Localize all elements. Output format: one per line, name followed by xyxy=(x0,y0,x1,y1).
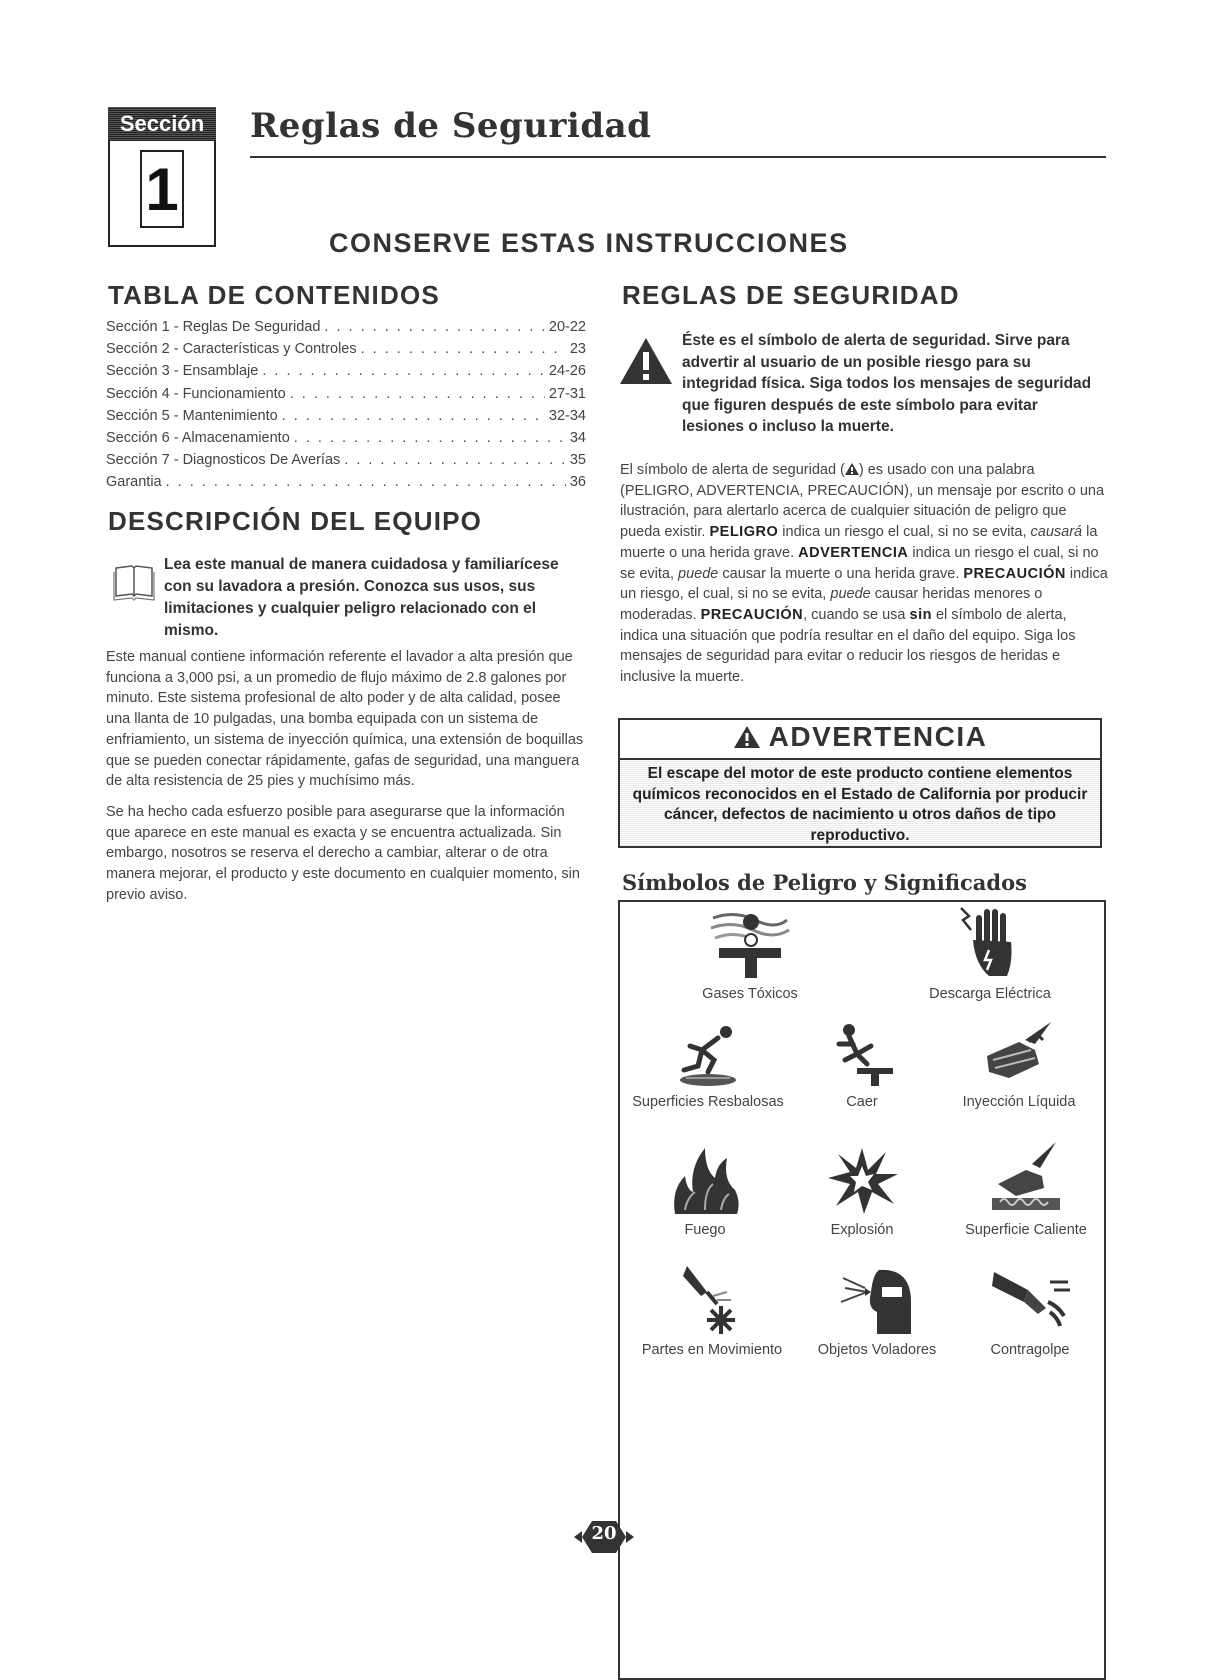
symbol-slippery-surfaces: Superficies Resbalosas xyxy=(620,1020,796,1110)
warning-box-rule xyxy=(620,758,1100,760)
equipment-paragraph-2: Se ha hecho cada esfuerzo posible para asegurarse que la información que aparece en este manual es exacta y se encuentra actualizada. Sin embargo, nosotros se reserva el derecho a cambiar, alterar o de otra manera mejorar, el producto y este documento en cualquier momento, sin previo aviso. xyxy=(106,803,580,903)
manual-book-icon xyxy=(112,562,156,602)
title-rule xyxy=(250,156,1106,158)
electric-shock-icon xyxy=(955,904,1025,980)
symbol-fire: Fuego xyxy=(640,1140,770,1238)
symbol-liquid-injection: Inyección Líquida xyxy=(934,1020,1104,1110)
toc-list xyxy=(106,316,586,494)
symbol-kickback: Contragolpe xyxy=(960,1262,1100,1358)
symbols-heading: Símbolos de Peligro y Significados xyxy=(622,870,1027,895)
signal-words-paragraph: El símbolo de alerta de seguridad ( ) es usado con una palabra (PELIGRO, ADVERTENCIA, PRECAUCIÓN), un mensaje por escrito o una ilustración, para alertarlo acerca de cualquier situación de peligro que pueda existir. PELIGRO indica un riesgo el cual, si no se evita, causará la muerte o una herida grave. ADVERTENCIA indica un riesgo el cual, si no se evita, puede causar la muerte o una herida grave. PRECAUCIÓN indica un riesgo, el cual, si no se evita, puede causar heridas menores o moderadas. PRECAUCIÓN, cuando se usa sin el símbolo de alerta, indica una situación que podría resultar en el daño del equipo. Siga los mensajes de seguridad para evitar o reducir los riesgos de heridas e inclusive la muerte. xyxy=(620,462,1108,686)
page-title: Reglas de Seguridad xyxy=(250,106,652,146)
equipment-body xyxy=(106,647,588,915)
page-number: 20 xyxy=(591,1523,617,1544)
warning-box-text: El escape del motor de este producto contiene elementos químicos reconocidos en el Estado de California por producir cáncer, defectos de nacimiento u otros daños de tipo reproductivo. xyxy=(632,765,1088,844)
section-tab-label: Sección xyxy=(108,107,216,141)
alert-statement: Éste es el símbolo de alerta de seguridad. Sirve para advertir al usuario de un posible riesgo para su integridad física. Siga todos los mensajes de seguridad que figuren después de este símbolo para evitar lesiones o incluso la muerte. xyxy=(682,332,1092,435)
safety-alert-icon xyxy=(618,336,674,386)
toc-item[interactable]: Sección 5 - Mantenimiento . . . 32-34 xyxy=(106,405,586,427)
toc-item[interactable]: Sección 1 - Reglas De Seguridad . . . 20-22 xyxy=(106,316,586,338)
toc-item[interactable]: Sección 4 - Funcionamiento . . . 27-31 xyxy=(106,383,586,405)
symbol-flying-objects: Objetos Voladores xyxy=(802,1262,952,1358)
warning-alert-icon xyxy=(733,725,761,749)
symbol-toxic-gases: Gases Tóxicos xyxy=(660,908,840,1002)
symbol-fall: Caer xyxy=(812,1020,912,1110)
slippery-surface-icon xyxy=(668,1020,748,1088)
explosion-icon xyxy=(824,1144,900,1216)
section-number: 1 xyxy=(140,150,184,228)
symbol-moving-parts: Partes en Movimiento xyxy=(622,1262,802,1358)
equipment-paragraph-1: Este manual contiene información referente el lavador a alta presión que funciona a 3,000 psi, a un promedio de flujo máximo de 2.8 galones por minuto. Este sistema profesional de alto poder y de alta calidad, posee una llanta de 10 pulgadas, una bomba equipada con un sistema de enfriamiento, un sistema de inyección química, una extensión de boquillas que se pueden conectar rápidamente, gafas de seguridad, una manguera de alta resistencia de 25 pies y muchísimo más. xyxy=(106,649,584,790)
fire-icon xyxy=(665,1140,745,1216)
toc-item[interactable]: Sección 3 - Ensamblaje . . . 24-26 xyxy=(106,360,586,382)
toc-heading: TABLA DE CONTENIDOS xyxy=(108,280,440,310)
toxic-gas-icon xyxy=(705,908,795,980)
safety-heading: REGLAS DE SEGURIDAD xyxy=(622,280,960,310)
symbol-hot-surface: Superficie Caliente xyxy=(946,1140,1106,1238)
toc-item[interactable]: Garantia . . . 36 xyxy=(106,471,586,493)
manual-note: Lea este manual de manera cuidadosa y familiarícese con su lavadora a presión. Conozca sus usos, sus limitaciones y cualquier peligro relacionado con el mismo. xyxy=(164,556,559,639)
toc-item[interactable]: Sección 2 - Características y Controles . . . 23 xyxy=(106,338,586,360)
hot-surface-icon xyxy=(986,1140,1066,1216)
fall-icon xyxy=(827,1020,897,1088)
inline-alert-icon xyxy=(845,463,859,475)
symbol-explosion: Explosión xyxy=(800,1144,924,1238)
subheading: CONSERVE ESTAS INSTRUCCIONES xyxy=(329,228,849,258)
warning-box-title: ADVERTENCIA xyxy=(620,720,1100,756)
flying-objects-icon xyxy=(837,1262,917,1336)
liquid-injection-icon xyxy=(979,1020,1059,1088)
symbol-electric-shock: Descarga Eléctrica xyxy=(900,904,1080,1002)
kickback-icon xyxy=(988,1262,1072,1336)
toc-item[interactable]: Sección 7 - Diagnosticos De Averías . . . 35 xyxy=(106,449,586,471)
equipment-heading: DESCRIPCIÓN DEL EQUIPO xyxy=(108,506,483,536)
toc-item[interactable]: Sección 6 - Almacenamiento . . . 34 xyxy=(106,427,586,449)
moving-parts-icon xyxy=(677,1262,747,1336)
